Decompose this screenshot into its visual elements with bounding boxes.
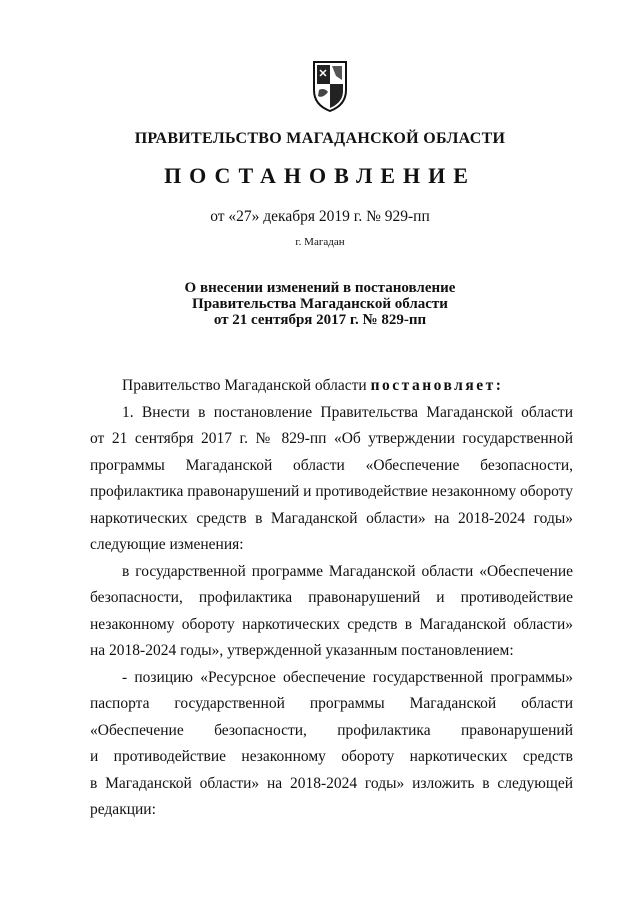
paragraph-3-line: редакции:	[90, 801, 156, 818]
paragraph-3-line: в Магаданской области» на 2018-2024 годы» изложить в следующей	[90, 774, 573, 792]
document-body	[90, 373, 573, 824]
document-type: ПОСТАНОВЛЕНИЕ	[164, 163, 476, 188]
preamble-verb: постановляет:	[370, 377, 504, 394]
subject-line: О внесении изменений в постановление	[184, 280, 456, 296]
paragraph-1-line: программы Магаданской области «Обеспечение безопасности,	[90, 456, 573, 474]
paragraph-3-line: «Обеспечение безопасности, профилактика правонарушений	[90, 721, 573, 739]
paragraph-1-line: профилактика правонарушений и противодействие незаконному обороту	[90, 483, 573, 500]
paragraph-1-line: 1. Внести в постановление Правительства Магаданской области	[122, 403, 573, 421]
paragraph-3-line: паспорта государственной программы Магаданской области	[90, 695, 573, 712]
government-name: ПРАВИТЕЛЬСТВО МАГАДАНСКОЙ ОБЛАСТИ	[134, 130, 506, 147]
paragraph-1-line: от 21 сентября 2017 г. № 829-пп «Об утверждении государственной	[90, 430, 573, 447]
paragraph-2-line: в государственной программе Магаданской области «Обеспечение	[122, 562, 573, 580]
document-subject	[0, 280, 640, 328]
subject-line: от 21 сентября 2017 г. № 829-пп	[213, 312, 427, 328]
paragraph-3-line: и противодействие незаконному обороту наркотических средств	[90, 748, 573, 765]
coat-of-arms-icon	[312, 60, 348, 112]
paragraph-3-line: - позицию «Ресурсное обеспечение государственной программы»	[122, 668, 573, 686]
paragraph-2-line: незаконному обороту наркотических средств в Магаданской области»	[90, 615, 573, 633]
preamble-prefix: Правительство Магаданской области	[122, 377, 367, 394]
paragraph-2-line: безопасности, профилактика правонарушений и противодействие	[90, 589, 573, 606]
document-city: г. Магадан	[295, 236, 345, 248]
document-date-number: от «27» декабря 2019 г. № 929-пп	[210, 208, 430, 225]
subject-line: Правительства Магаданской области	[192, 296, 448, 312]
paragraph-2-line: на 2018-2024 годы», утвержденной указанным постановлением:	[90, 642, 514, 659]
preamble	[90, 373, 573, 400]
paragraph-1-line: следующие изменения:	[90, 536, 244, 553]
paragraph-1-line: наркотических средств в Магаданской области» на 2018-2024 годы»	[90, 509, 573, 527]
